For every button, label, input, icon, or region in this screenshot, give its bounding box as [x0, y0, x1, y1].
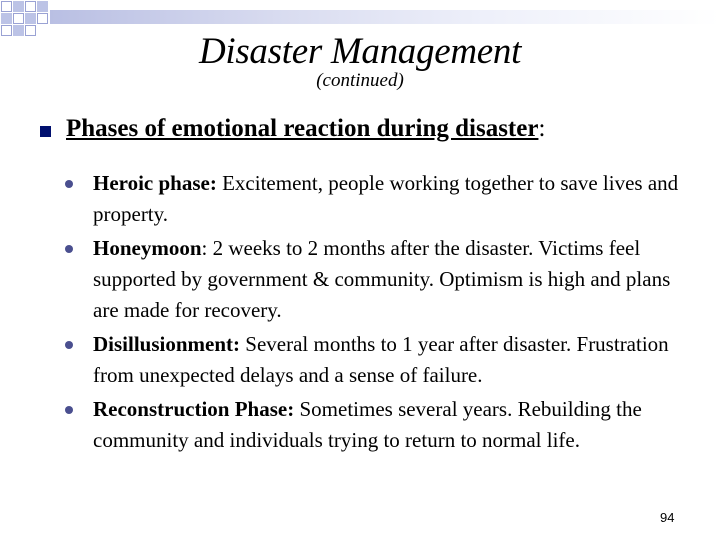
list-item: [63, 329, 683, 391]
phase-term: Heroic phase:: [93, 171, 217, 195]
deco-square: [37, 13, 48, 24]
round-bullet-icon: [65, 341, 73, 349]
phase-description: Several months to 1 year after disaster. Frustration from unexpected delays and a sense of failure.: [93, 332, 669, 387]
deco-square: [25, 1, 36, 12]
heading-colon: :: [538, 115, 546, 142]
deco-square: [25, 13, 36, 24]
slide-subtitle: (continued): [316, 70, 404, 91]
round-bullet-icon: [65, 245, 73, 253]
phase-list: [63, 168, 683, 459]
list-item: [63, 394, 683, 456]
deco-square: [1, 1, 12, 12]
list-item: [63, 233, 683, 326]
slide-title: Disaster Management: [198, 31, 522, 72]
header-gradient-bar: [50, 10, 720, 24]
main-bullet-text: [66, 113, 545, 145]
list-item: [63, 168, 683, 230]
round-bullet-icon: [65, 180, 73, 188]
phase-term: Reconstruction Phase:: [93, 397, 295, 421]
phase-description: : 2 weeks to 2 months after the disaster. Victims feel supported by government & community. Optimism is high and plans are made for recovery.: [93, 236, 671, 322]
round-bullet-icon: [65, 406, 73, 414]
phase-term: Disillusionment:: [93, 332, 241, 356]
deco-square: [1, 13, 12, 24]
square-bullet-icon: [40, 126, 51, 137]
phase-description: Excitement, people working together to save lives and property.: [93, 171, 679, 226]
deco-square: [13, 13, 24, 24]
deco-square: [37, 1, 48, 12]
section-heading: Phases of emotional reaction during disaster: [66, 115, 539, 142]
phase-term: Honeymoon: [93, 236, 202, 260]
deco-square: [13, 1, 24, 12]
page-number: 94: [660, 510, 675, 525]
phase-description: Sometimes several years. Rebuilding the community and individuals trying to return to normal life.: [93, 397, 642, 452]
